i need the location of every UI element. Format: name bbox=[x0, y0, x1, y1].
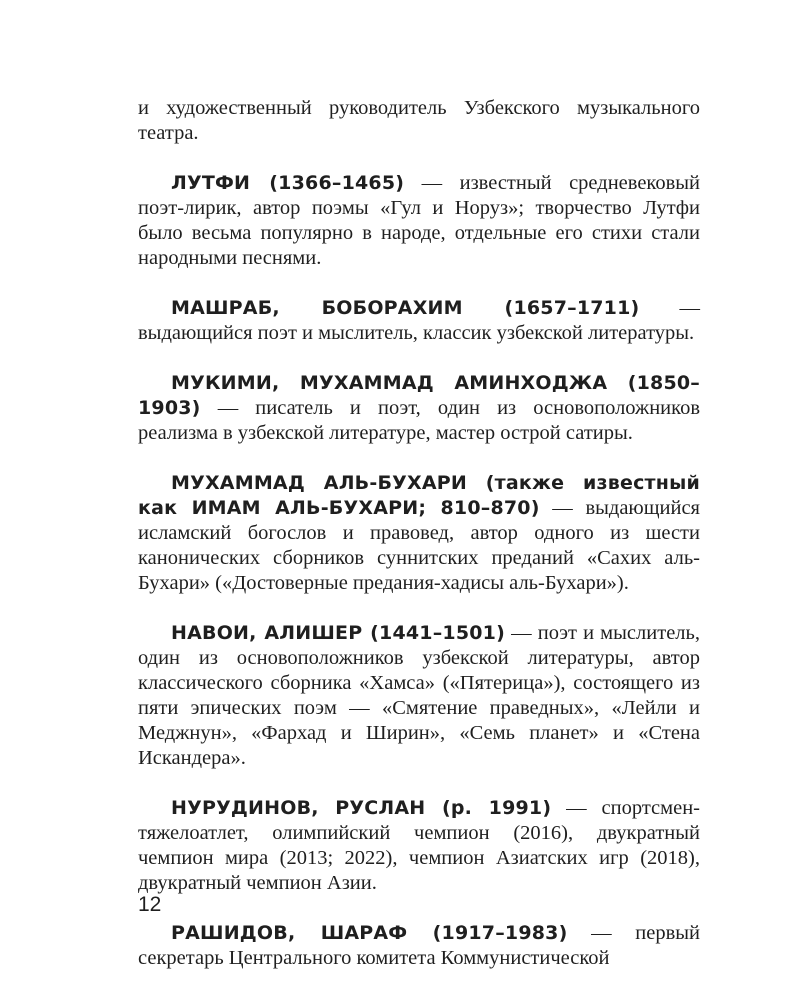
entry-text: — первый секретарь Центрального комитета Коммунистической bbox=[138, 922, 701, 969]
entry-mukimi bbox=[138, 371, 700, 446]
entry-name: НАВОИ, АЛИШЕР (1441–1501) bbox=[171, 622, 505, 644]
entry-text: — спортсмен-тяжелоатлет, олимпийский чемпион (2016), двукратный чемпион мира (2013; 2022), чемпион Азиатских игр (2018), двукратный чемпион Азии. bbox=[138, 797, 700, 894]
page-body bbox=[138, 96, 700, 971]
entry-navoi bbox=[138, 621, 700, 771]
entry-name: ЛУТФИ (1366–1465) bbox=[171, 172, 405, 194]
entry-name: МУХАММАД АЛЬ-БУХАРИ (также известный как ИМАМ АЛЬ-БУХАРИ; 810–870) bbox=[138, 472, 700, 519]
entry-text: — писатель и поэт, один из основоположников реализма в узбекской литературе, мастер острой сатиры. bbox=[138, 397, 700, 444]
entry-text: — поэт и мыслитель, один из основоположников узбекской литературы, автор классического сборника «Хамса» («Пятерица»), состоящего из пяти эпических поэм — «Смятение праведных», «Лейли и Меджнун», «Фархад и Ширин», «Семь планет» и «Стена Искандера». bbox=[138, 622, 700, 769]
entry-al-bukhari bbox=[138, 471, 700, 596]
entry-text: — выдающийся исламский богослов и правовед, автор одного из шести канонических сборников суннитских преданий «Сахих аль-Бухари» («Достоверные предания-хадисы аль-Бухари»). bbox=[138, 497, 700, 594]
entry-name: МУКИМИ, МУХАММАД АМИНХОДЖА (1850–1903) bbox=[138, 372, 700, 419]
entry-name: НУРУДИНОВ, РУСЛАН (р. 1991) bbox=[171, 797, 552, 819]
entry-nurudinov bbox=[138, 796, 700, 896]
entry-name: МАШРАБ, БОБОРАХИМ (1657–1711) bbox=[171, 297, 640, 319]
entry-text: — выдающийся поэт и мыслитель, классик узбекской литературы. bbox=[138, 297, 700, 344]
intro-paragraph: и художественный руководитель Узбекского музыкального театра. bbox=[138, 97, 700, 144]
entry-rashidov bbox=[138, 921, 700, 971]
page-number: 12 bbox=[138, 893, 162, 916]
entry-text: — известный средневековый поэт-лирик, автор поэмы «Гул и Норуз»; творчество Лутфи было весьма популярно в народе, отдельные его стихи стали народными песнями. bbox=[138, 172, 701, 269]
entry-mashrab bbox=[138, 296, 700, 346]
entry-name: РАШИДОВ, ШАРАФ (1917–1983) bbox=[171, 922, 568, 944]
entry-lutfi bbox=[138, 171, 700, 271]
